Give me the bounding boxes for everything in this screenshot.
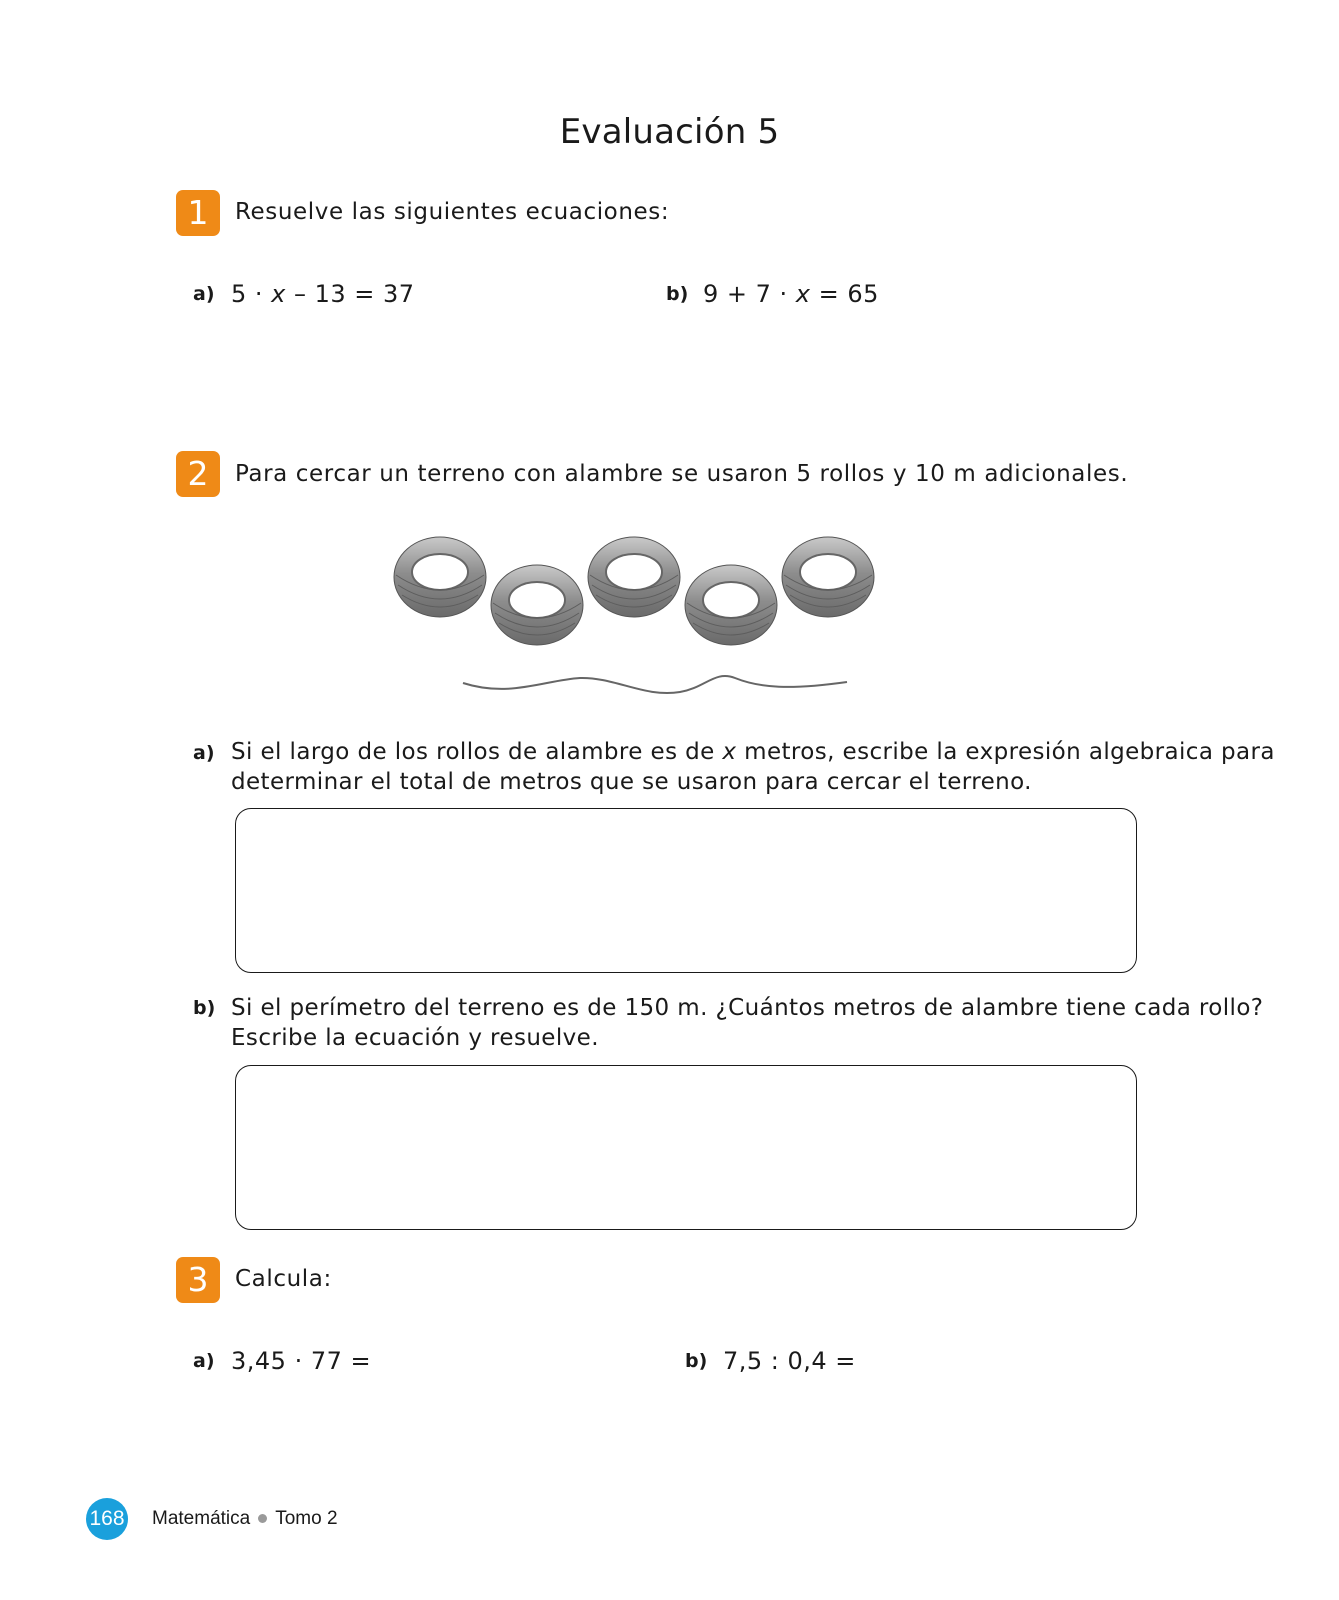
text-part: Si el largo de los rollos de alambre es de bbox=[231, 739, 723, 765]
answer-box-2a[interactable] bbox=[235, 808, 1137, 973]
footer-volume: Tomo 2 bbox=[275, 1508, 338, 1529]
text-line: determinar el total de metros que se usaron para cercar el terreno. bbox=[231, 769, 1032, 795]
footer-subject: Matemática bbox=[152, 1508, 251, 1529]
wire-coil-icon bbox=[491, 565, 583, 645]
answer-box-2b[interactable] bbox=[235, 1065, 1137, 1230]
equation-part: = 65 bbox=[810, 280, 879, 308]
variable-x: x bbox=[271, 280, 286, 308]
loose-wire-icon bbox=[463, 676, 847, 693]
question-2a-letter: a) bbox=[193, 742, 215, 764]
text-line: Si el perímetro del terreno es de 150 m. ¿Cuántos metros de alambre tiene cada rollo? bbox=[231, 995, 1264, 1021]
wire-coil-icon bbox=[685, 565, 777, 645]
wire-coils-illustration bbox=[380, 520, 880, 710]
question-2-prompt: Para cercar un terreno con alambre se usaron 5 rollos y 10 m adicionales. bbox=[235, 461, 1129, 487]
equation-part: – 13 = 37 bbox=[285, 280, 415, 308]
question-1-number-badge: 1 bbox=[176, 190, 220, 236]
wire-coil-icon bbox=[782, 537, 874, 617]
footer-book-info bbox=[152, 1508, 338, 1530]
question-2-number-badge: 2 bbox=[176, 451, 220, 497]
question-3a-expression: 3,45 · 77 = bbox=[231, 1347, 372, 1375]
question-2a-text bbox=[231, 737, 1275, 797]
question-3b-letter: b) bbox=[685, 1350, 708, 1372]
text-part: metros, escribe la expresión algebraica para bbox=[736, 739, 1275, 765]
question-2b-text bbox=[231, 993, 1264, 1053]
variable-x: x bbox=[795, 280, 811, 308]
question-1b-equation bbox=[703, 280, 879, 308]
equation-part: 9 + 7 · bbox=[703, 280, 796, 308]
variable-x: x bbox=[722, 739, 737, 765]
text-line: Escribe la ecuación y resuelve. bbox=[231, 1025, 599, 1051]
separator-dot-icon bbox=[258, 1514, 267, 1523]
question-2b-letter: b) bbox=[193, 997, 216, 1019]
wire-coil-icon bbox=[588, 537, 680, 617]
wire-coil-icon bbox=[394, 537, 486, 617]
question-3b-expression: 7,5 : 0,4 = bbox=[723, 1347, 856, 1375]
question-1a-equation bbox=[231, 280, 415, 308]
question-1-prompt: Resuelve las siguientes ecuaciones: bbox=[235, 199, 670, 225]
equation-part: 5 · bbox=[231, 280, 272, 308]
page-number-badge: 168 bbox=[86, 1498, 128, 1540]
page-title: Evaluación 5 bbox=[559, 112, 780, 152]
text-line bbox=[231, 737, 1275, 767]
question-1a-letter: a) bbox=[193, 283, 215, 305]
question-3-number-badge: 3 bbox=[176, 1257, 220, 1303]
question-1b-letter: b) bbox=[666, 283, 689, 305]
question-3-prompt: Calcula: bbox=[235, 1266, 332, 1292]
question-3a-letter: a) bbox=[193, 1350, 215, 1372]
